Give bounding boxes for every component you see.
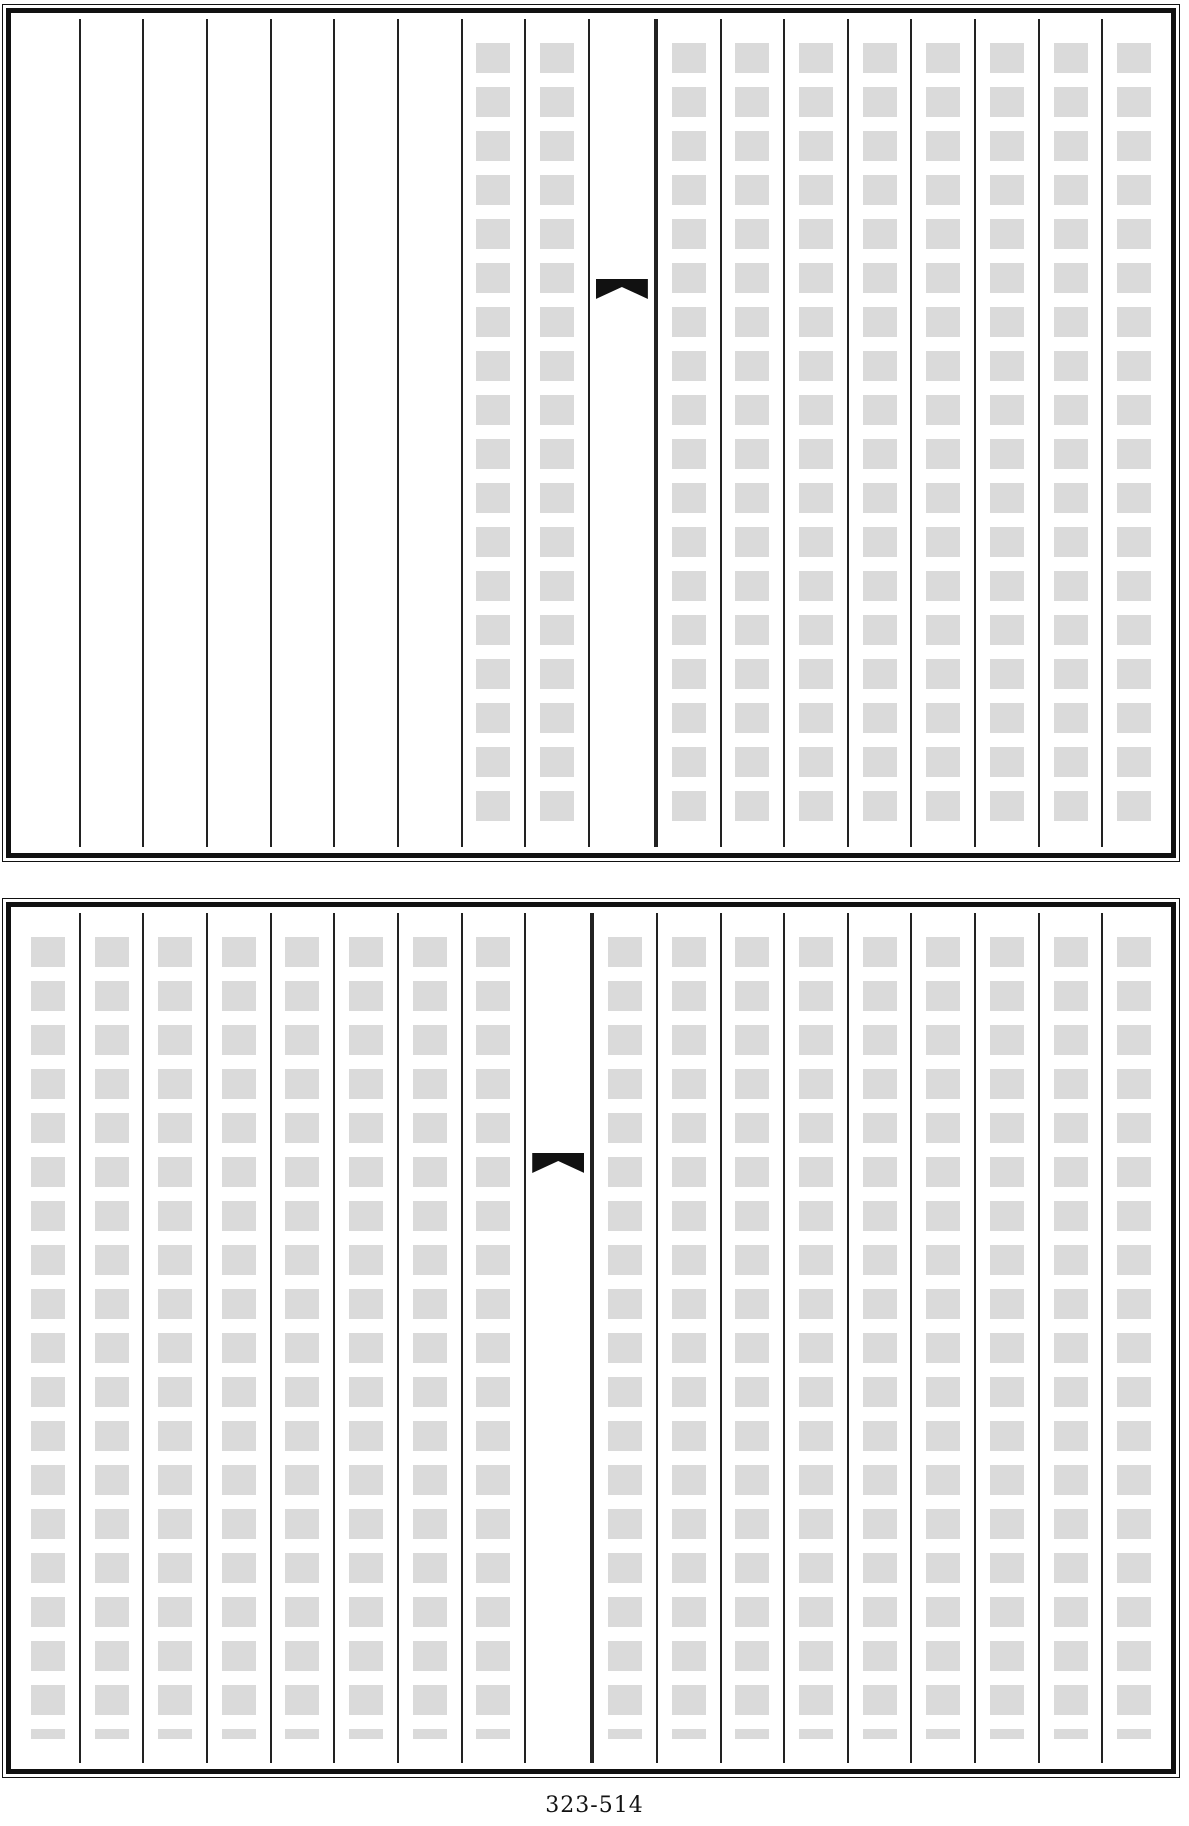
text-column xyxy=(783,19,847,847)
text-column xyxy=(1038,19,1102,847)
blank-column xyxy=(397,19,461,847)
text-column xyxy=(783,913,847,1763)
text-column xyxy=(1038,913,1102,1763)
text-column xyxy=(524,19,588,847)
text-column xyxy=(656,19,720,847)
blank-column xyxy=(142,19,206,847)
lower-page-panel xyxy=(6,902,1176,1774)
text-column xyxy=(1101,913,1165,1763)
text-column xyxy=(847,19,911,847)
text-column xyxy=(910,19,974,847)
block-centre-strip xyxy=(588,19,656,847)
text-column xyxy=(461,19,525,847)
text-column xyxy=(974,19,1038,847)
text-column xyxy=(142,913,206,1763)
upper-page-panel xyxy=(6,8,1176,858)
fishtail-mark xyxy=(596,279,648,299)
text-column xyxy=(17,913,79,1763)
text-column xyxy=(1101,19,1165,847)
blank-column xyxy=(206,19,270,847)
blank-column xyxy=(270,19,334,847)
text-column xyxy=(270,913,334,1763)
text-column xyxy=(656,913,720,1763)
text-column xyxy=(397,913,461,1763)
blank-column xyxy=(17,19,79,847)
text-column xyxy=(461,913,525,1763)
text-column xyxy=(974,913,1038,1763)
blank-column xyxy=(333,19,397,847)
text-column xyxy=(592,913,656,1763)
text-column xyxy=(720,19,784,847)
text-column xyxy=(720,913,784,1763)
fishtail-mark xyxy=(532,1153,584,1173)
text-column xyxy=(847,913,911,1763)
blank-column xyxy=(79,19,143,847)
block-centre-strip xyxy=(524,913,592,1763)
text-column xyxy=(333,913,397,1763)
page-number-label: 323-514 xyxy=(545,1793,644,1818)
text-column xyxy=(79,913,143,1763)
text-column xyxy=(206,913,270,1763)
text-column xyxy=(910,913,974,1763)
